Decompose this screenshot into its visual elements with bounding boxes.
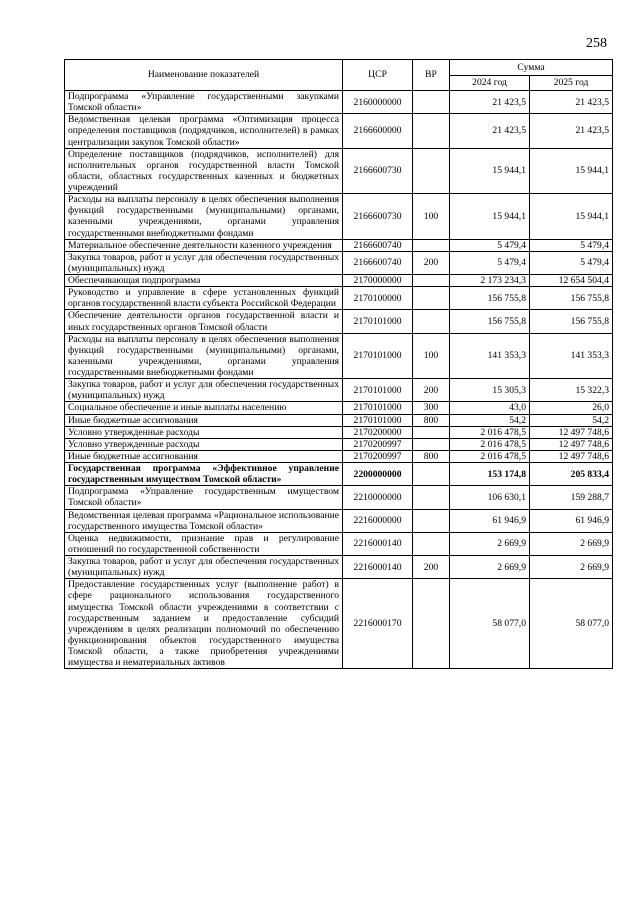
table-row (65, 463, 613, 486)
table-row (65, 486, 613, 509)
row-2025-value: 159 288,7 (530, 486, 613, 509)
row-2025-value: 26,0 (530, 402, 613, 414)
row-name-cell: Закупка товаров, работ и услуг для обеспечения государственных (муниципальных) нужд (65, 379, 343, 402)
row-2025-value: 156 755,8 (530, 287, 613, 310)
row-csr-cell: 2200000000 (343, 463, 413, 486)
row-vr-cell (413, 486, 450, 509)
row-2025-value: 12 497 748,6 (530, 438, 613, 450)
budget-table (64, 59, 613, 669)
row-csr-cell: 2170100000 (343, 287, 413, 310)
table-row (65, 310, 613, 333)
row-csr-cell: 2170101000 (343, 333, 413, 379)
table-row (65, 379, 613, 402)
row-2024-value: 15 944,1 (450, 194, 530, 240)
row-2025-value: 156 755,8 (530, 310, 613, 333)
row-2024-value: 5 479,4 (450, 251, 530, 274)
table-row (65, 148, 613, 194)
row-2024-value: 61 946,9 (450, 509, 530, 532)
row-vr-cell (413, 463, 450, 486)
row-vr-cell: 200 (413, 251, 450, 274)
row-csr-cell: 2166600740 (343, 251, 413, 274)
row-csr-cell: 2170101000 (343, 379, 413, 402)
row-2024-value: 54,2 (450, 414, 530, 426)
row-csr-cell: 2216000140 (343, 532, 413, 555)
row-name-cell: Социальное обеспечение и иные выплаты населению (65, 402, 343, 414)
row-2024-value: 15 944,1 (450, 148, 530, 194)
row-vr-cell (413, 438, 450, 450)
table-row (65, 239, 613, 251)
row-2024-value: 2 669,9 (450, 532, 530, 555)
row-2024-value: 2 669,9 (450, 556, 530, 579)
table-row (65, 402, 613, 414)
row-name-cell: Обеспечивающая подпрограмма (65, 275, 343, 287)
row-name-cell: Ведомственная целевая программа «Оптимизация процесса определения поставщиков (подрядчиков, исполнителей) в рамках централизации закупок Томской области» (65, 114, 343, 148)
row-vr-cell (413, 148, 450, 194)
table-row (65, 579, 613, 669)
header-year-2025: 2025 год (530, 75, 613, 91)
row-2025-value: 54,2 (530, 414, 613, 426)
row-csr-cell: 2170200997 (343, 438, 413, 450)
row-name-cell: Закупка товаров, работ и услуг для обеспечения государственных (муниципальных) нужд (65, 556, 343, 579)
row-2024-value: 15 305,3 (450, 379, 530, 402)
row-2025-value: 5 479,4 (530, 239, 613, 251)
row-vr-cell (413, 532, 450, 555)
row-vr-cell: 200 (413, 556, 450, 579)
row-2025-value: 12 497 748,6 (530, 426, 613, 438)
row-2024-value: 21 423,5 (450, 114, 530, 148)
row-2024-value: 106 630,1 (450, 486, 530, 509)
row-csr-cell: 2210000000 (343, 486, 413, 509)
table-row (65, 194, 613, 240)
header-csr: ЦСР (343, 60, 413, 91)
row-2025-value: 15 944,1 (530, 148, 613, 194)
row-csr-cell: 2170101000 (343, 310, 413, 333)
row-2024-value: 2 173 234,3 (450, 275, 530, 287)
row-csr-cell: 2166600730 (343, 148, 413, 194)
row-name-cell: Расходы на выплаты персоналу в целях обеспечения выполнения функций государственными (муниципальными) органами, казенными учреждениями, органами управления государственными внебюджетными фондами (65, 333, 343, 379)
row-csr-cell: 2170200000 (343, 426, 413, 438)
table-row (65, 275, 613, 287)
header-sum: Сумма (450, 60, 613, 76)
row-csr-cell: 2170101000 (343, 402, 413, 414)
row-2024-value: 153 174,8 (450, 463, 530, 486)
row-vr-cell (413, 310, 450, 333)
row-name-cell: Иные бюджетные ассигнования (65, 450, 343, 462)
row-2025-value: 5 479,4 (530, 251, 613, 274)
row-csr-cell: 2166600000 (343, 114, 413, 148)
table-row (65, 333, 613, 379)
row-2025-value: 15 322,3 (530, 379, 613, 402)
row-csr-cell: 2160000000 (343, 91, 413, 114)
row-vr-cell: 100 (413, 194, 450, 240)
row-name-cell: Закупка товаров, работ и услуг для обеспечения государственных (муниципальных) нужд (65, 251, 343, 274)
row-name-cell: Иные бюджетные ассигнования (65, 414, 343, 426)
row-name-cell: Ведомственная целевая программа «Рациональное использование государственного имущества Томской области» (65, 509, 343, 532)
table-row (65, 426, 613, 438)
row-name-cell: Оценка недвижимости, признание прав и регулирование отношений по государственной собственности (65, 532, 343, 555)
row-2025-value: 61 946,9 (530, 509, 613, 532)
row-vr-cell: 200 (413, 379, 450, 402)
row-vr-cell (413, 579, 450, 669)
row-2025-value: 205 833,4 (530, 463, 613, 486)
table-row (65, 287, 613, 310)
row-2025-value: 12 497 748,6 (530, 450, 613, 462)
row-vr-cell (413, 91, 450, 114)
row-2025-value: 12 654 504,4 (530, 275, 613, 287)
row-vr-cell (413, 426, 450, 438)
row-2024-value: 43,0 (450, 402, 530, 414)
row-vr-cell (413, 287, 450, 310)
row-name-cell: Предоставление государственных услуг (выполнение работ) в сфере рационального использования государственного имущества Томской области учреждениями в соответствии с государственным заданием и предоставление субсидий учреждениям в целях реализации полномочий по обеспечению функционирования объектов государственного имущества Томской области, а также приобретения учреждениями имущества и нематериальных активов (65, 579, 343, 669)
table-row (65, 438, 613, 450)
row-2024-value: 2 016 478,5 (450, 450, 530, 462)
table-row (65, 414, 613, 426)
row-vr-cell: 800 (413, 414, 450, 426)
header-name: Наименование показателей (65, 60, 343, 91)
table-row (65, 114, 613, 148)
row-vr-cell (413, 275, 450, 287)
row-csr-cell: 2170000000 (343, 275, 413, 287)
row-2024-value: 2 016 478,5 (450, 438, 530, 450)
row-name-cell: Определение поставщиков (подрядчиков, исполнителей) для исполнительных органов государственной власти Томской области, областных государственных казенных и бюджетных учреждений (65, 148, 343, 194)
row-name-cell: Материальное обеспечение деятельности казенного учреждения (65, 239, 343, 251)
row-2025-value: 21 423,5 (530, 91, 613, 114)
row-2024-value: 21 423,5 (450, 91, 530, 114)
header-vr: ВР (413, 60, 450, 91)
row-csr-cell: 2166600740 (343, 239, 413, 251)
table-row (65, 251, 613, 274)
row-2025-value: 21 423,5 (530, 114, 613, 148)
row-name-cell: Руководство и управление в сфере установленных функций органов государственной власти субъекта Российской Федерации (65, 287, 343, 310)
row-csr-cell: 2170200997 (343, 450, 413, 462)
row-vr-cell (413, 509, 450, 532)
row-2024-value: 141 353,3 (450, 333, 530, 379)
row-2024-value: 5 479,4 (450, 239, 530, 251)
row-vr-cell (413, 239, 450, 251)
table-row (65, 91, 613, 114)
row-name-cell: Государственная программа «Эффективное управление государственным имуществом Томской области» (65, 463, 343, 486)
table-row (65, 509, 613, 532)
row-2025-value: 2 669,9 (530, 556, 613, 579)
row-csr-cell: 2166600730 (343, 194, 413, 240)
row-name-cell: Подпрограмма «Управление государственным имуществом Томской области» (65, 486, 343, 509)
row-vr-cell: 100 (413, 333, 450, 379)
row-csr-cell: 2216000170 (343, 579, 413, 669)
row-name-cell: Обеспечение деятельности органов государственной власти и иных государственных органов Томской области (65, 310, 343, 333)
row-2025-value: 141 353,3 (530, 333, 613, 379)
row-2025-value: 15 944,1 (530, 194, 613, 240)
row-2024-value: 2 016 478,5 (450, 426, 530, 438)
table-row (65, 532, 613, 555)
row-2024-value: 156 755,8 (450, 310, 530, 333)
row-vr-cell: 300 (413, 402, 450, 414)
row-2024-value: 156 755,8 (450, 287, 530, 310)
table-row (65, 450, 613, 462)
row-name-cell: Условно утвержденные расходы (65, 438, 343, 450)
row-name-cell: Условно утвержденные расходы (65, 426, 343, 438)
row-csr-cell: 2216000000 (343, 509, 413, 532)
row-vr-cell: 800 (413, 450, 450, 462)
row-name-cell: Расходы на выплаты персоналу в целях обеспечения выполнения функций государственными (муниципальными) органами, казенными учреждениями, органами управления государственными внебюджетными фондами (65, 194, 343, 240)
row-2024-value: 58 077,0 (450, 579, 530, 669)
table-row (65, 556, 613, 579)
page-number: 258 (586, 36, 607, 51)
header-year-2024: 2024 год (450, 75, 530, 91)
row-2025-value: 58 077,0 (530, 579, 613, 669)
row-name-cell: Подпрограмма «Управление государственными закупками Томской области» (65, 91, 343, 114)
row-csr-cell: 2170101000 (343, 414, 413, 426)
row-csr-cell: 2216000140 (343, 556, 413, 579)
row-vr-cell (413, 114, 450, 148)
row-2025-value: 2 669,9 (530, 532, 613, 555)
table-body (65, 91, 613, 669)
